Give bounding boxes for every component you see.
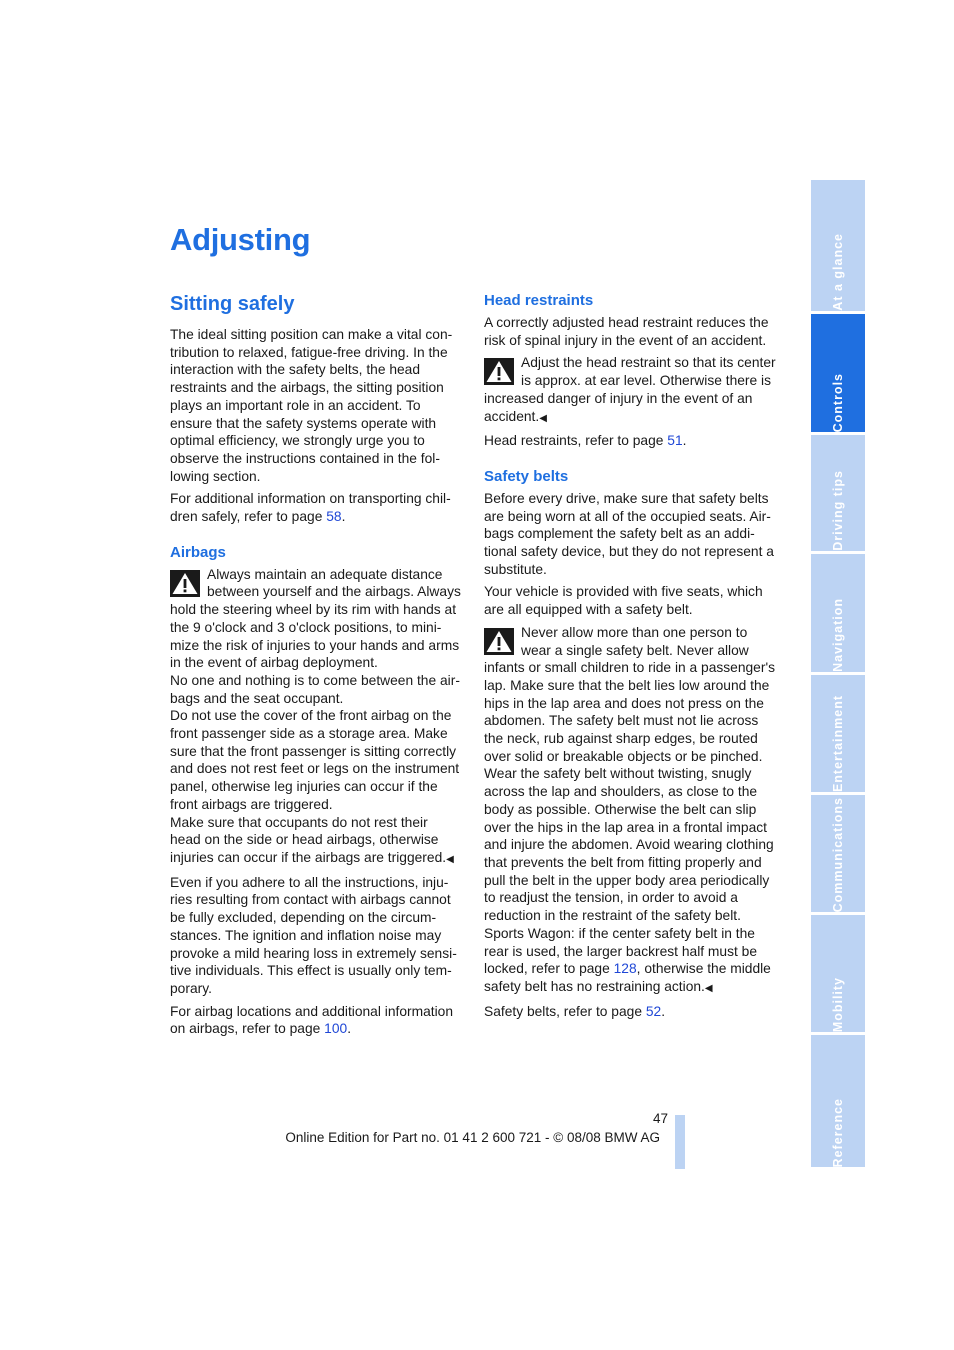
tab-communications[interactable] — [811, 795, 865, 912]
head-warning-text — [484, 354, 776, 427]
children-reference — [170, 490, 462, 525]
airbags-warning-text-3: Do not use the cover of the front airbag on the front passenger side as a storage area. Make sure that the front passenger is sitting correctly and does not rest feet or legs on the instrument panel, otherwise leg injuries can occur if the front airbags are triggered. — [170, 708, 460, 812]
right-column — [484, 290, 776, 1025]
warning-triangle-icon — [484, 628, 514, 655]
airbags-warning-text-4-body: Make sure that occupants do not rest their head on the side or head airbags, otherwise injuries can occur if the airbags are triggered. — [170, 814, 447, 865]
page-marker-bar — [675, 1115, 685, 1169]
intro-paragraph: The ideal sitting position can make a vital con-tribution to relaxed, fatigue-free driving. In the interaction with the safety belts, the head restraints and the airbags, the sitting position plays an important role in an accident. To ensure that the safety systems operate with optimal efficiency, we strongly urge you to observe the instructions contained in the fol-lowing section. — [170, 327, 453, 484]
tab-label: Controls — [831, 372, 845, 432]
airbags-reference — [170, 1003, 462, 1038]
belts-warning-text-2-post: , otherwise the middle safety belt has no restraining action. — [484, 961, 771, 994]
page-link-58[interactable]: 58 — [326, 509, 342, 525]
warning-triangle-icon — [484, 358, 514, 385]
subheading-head-restraints: Head restraints — [484, 292, 594, 309]
tab-label: Entertainment — [831, 694, 845, 792]
tab-at-a-glance[interactable] — [811, 180, 865, 311]
tab-label: Driving tips — [831, 470, 845, 551]
head-intro: A correctly adjusted head restraint reduces the risk of spinal injury in the event of an accident. — [484, 315, 769, 348]
punct: . — [347, 1021, 352, 1037]
subheading-safety-belts: Safety belts — [484, 467, 569, 485]
belts-reference-text: Safety belts, refer to page — [484, 1003, 646, 1019]
chapter-tabs — [811, 180, 865, 1167]
tab-controls[interactable] — [811, 314, 865, 432]
children-reference-text: For additional information on transporting chil-dren safely, refer to page — [170, 491, 451, 525]
belts-warning-text-2-pre: Sports Wagon: if the center safety belt in the rear is used, the larger backrest half must be locked, refer to page — [484, 925, 758, 977]
belts-reference — [484, 1003, 776, 1021]
tab-driving-tips[interactable] — [811, 435, 865, 551]
end-mark-icon: ◀ — [539, 412, 547, 424]
end-mark-icon: ◀ — [704, 982, 713, 994]
subheading-airbags: Airbags — [170, 543, 226, 561]
section-heading-sitting-safely: Sitting safely — [170, 293, 295, 315]
belts-seats: Your vehicle is provided with five seats, which are all equipped with a safety belt. — [484, 584, 763, 618]
punct: . — [682, 433, 687, 449]
tab-navigation[interactable] — [811, 554, 865, 672]
tab-mobility[interactable] — [811, 915, 865, 1032]
belts-intro: Before every drive, make sure that safety belts are being worn at all of the occupied seats. Air-bags complement the safety belt as an addi-tional safety device, but they do not represent a substitute. — [484, 490, 774, 577]
page-link-51[interactable]: 51 — [667, 433, 683, 449]
belts-warning — [484, 624, 776, 998]
airbags-warning-text-2: No one and nothing is to come between the air-bags and the seat occupant. — [170, 672, 460, 706]
tab-label: Reference — [831, 1097, 845, 1167]
tab-label: Navigation — [831, 598, 845, 672]
airbags-warning — [170, 566, 462, 869]
belts-warning-text-1: Never allow more than one person to wear a single safety belt. Never allow infants or small children to ride in a passenger's lap. Make sure that the belt lies low around the hips in the lap area and does not press on the abdomen. The safety belt must not lie across the neck, rub against sharp edges, be routed over solid or breakable objects or be pinched. Wear the safety belt without twisting, snugly across the lap and shoulders, as close to the body as possible. Otherwise the belt can slip over the hips in the lap area in a frontal impact and injure the abdomen. Avoid wearing clothing that prevents the belt from fitting properly and pull the belt in the upper body area periodically to readjust the tension, in order to avoid a reduction in the restraint of the safety belt. — [484, 624, 775, 924]
tab-label: Mobility — [831, 976, 845, 1032]
airbags-warning-text-1: Always maintain an adequate distance between yourself and the airbags. Always hold the steering wheel by its rim with hands at the 9 o'clock and 3 o'clock positions, to mini-mize the risk of injuries to your hands and arms in the event of airbag deployment. — [170, 566, 461, 671]
page-link-128[interactable]: 128 — [613, 961, 637, 977]
head-reference — [484, 432, 776, 450]
page-title: Adjusting — [170, 222, 311, 257]
punct: . — [661, 1003, 666, 1019]
page-link-100[interactable]: 100 — [324, 1021, 348, 1037]
tab-label: At a glance — [831, 233, 845, 311]
airbags-reference-text: For airbag locations and additional information on airbags, refer to page — [170, 1003, 454, 1037]
punct: . — [341, 509, 346, 525]
left-column — [170, 290, 462, 1043]
tab-reference[interactable] — [811, 1035, 865, 1167]
page-link-52[interactable]: 52 — [645, 1003, 662, 1019]
airbags-note: Even if you adhere to all the instructions, inju-ries resulting from contact with airbags cannot be fully excluded, depending on the circum-stances. The ignition and inflation noise may provoke a mild hearing loss in extremely sensi-tive individuals. This effect is usually only tem-porary. — [170, 874, 457, 996]
head-warning — [484, 354, 776, 427]
airbags-warning-text-4 — [170, 814, 462, 869]
head-warning-text-body: Adjust the head restraint so that its center is approx. at ear level. Otherwise there is increased danger of injury in the event of an accident. — [484, 355, 776, 424]
page-number: 47 — [652, 1111, 668, 1126]
belts-warning-text-2 — [484, 925, 776, 998]
tab-entertainment[interactable] — [811, 675, 865, 792]
tab-label: Communications — [831, 796, 845, 912]
footer-edition-text: Online Edition for Part no. 01 41 2 600 721 - © 08/08 BMW AG — [285, 1130, 660, 1145]
head-reference-text: Head restraints, refer to page — [484, 433, 668, 449]
warning-triangle-icon — [170, 570, 200, 597]
end-mark-icon: ◀ — [446, 853, 454, 865]
